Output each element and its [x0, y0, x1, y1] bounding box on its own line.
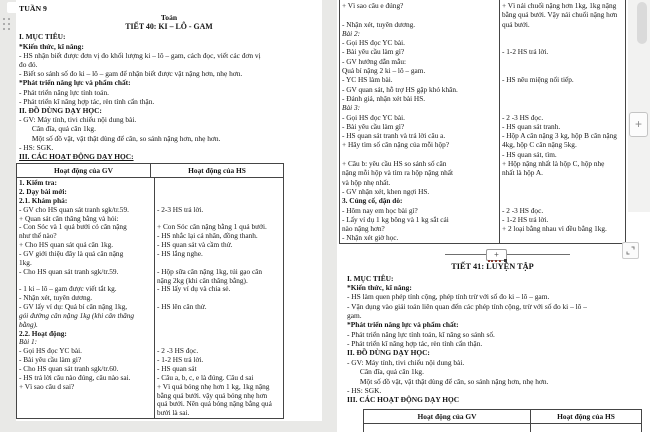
text-line	[502, 57, 623, 66]
gv-activities-column-continued	[340, 0, 500, 243]
text-line: - 2 -3 HS đọc.	[157, 347, 199, 356]
text-line: - Cho HS quan sát tranh sgk/tr.60.	[19, 364, 119, 373]
text-line	[19, 277, 152, 286]
text-line: - Hộp A cân nặng 3 kg, hộp B cân nặng	[502, 131, 617, 141]
text-line	[157, 312, 281, 321]
anchor-marks	[488, 260, 501, 262]
text-line	[157, 197, 281, 206]
text-line: - Lấy ví dụ 1 kg bông và 1 kg sắt cái	[342, 214, 449, 224]
document-page-1	[16, 0, 322, 421]
scrollbar-thumb[interactable]	[637, 2, 647, 44]
text-line: 2.1. Khám phá:	[19, 196, 68, 205]
text-line: - Hôm nay em học bài gì?	[342, 205, 418, 215]
text-line: - Phát triển năng lực tính toán.	[19, 87, 110, 97]
text-line	[157, 338, 281, 347]
text-line: + Hãy tìm số cân nặng của mỗi hộp?	[342, 140, 450, 150]
text-line: Một số đồ vật, vật thật dùng để cân, so sánh nặng hơn, nhẹ hơn.	[19, 133, 221, 143]
lesson-41-title: TIẾT 41: LUYỆN TẬP	[451, 261, 534, 271]
text-line: - GV: Máy tính, tivi chiếu nội dung bài.	[347, 357, 465, 367]
gv-column-header: Hoạt động của GV	[17, 164, 151, 177]
text-line: nặng 2kg (khi cân thăng bằng).	[157, 276, 248, 285]
text-line: - HS lấy ví dụ và chia sẻ.	[157, 285, 231, 294]
text-line: - Gọi HS đọc YC bài.	[342, 112, 405, 122]
text-line	[502, 233, 623, 242]
text-line: - 2-3 HS trả lời.	[157, 205, 204, 214]
document-page-2	[337, 0, 650, 432]
text-line: 1. Kiểm tra:	[19, 179, 57, 188]
text-line: I. MỤC TIÊU:	[347, 273, 394, 283]
text-line	[19, 392, 152, 401]
text-line: - Câu a, b, c, e là đúng. Câu d sai	[157, 373, 254, 382]
text-line: - 1 ki – lô – gam được viết tắt kg.	[19, 285, 117, 294]
divider-line	[445, 254, 570, 255]
text-line: + Con Sóc cân nặng bằng 1 quả bưởi.	[157, 223, 267, 232]
text-line: - 2 -3 HS đọc.	[502, 112, 544, 122]
text-line: 1kg.	[19, 258, 32, 267]
text-line: Cân đĩa, quả cân 1kg.	[19, 124, 96, 134]
text-line: - GV: Máy tính, tivi chiếu nội dung bài.	[19, 115, 137, 125]
text-line: Bài 2:	[342, 28, 361, 38]
text-line: - HS trả lời câu nào đúng, câu nào sai.	[19, 373, 131, 382]
text-line: 2.2. Hoạt động:	[19, 329, 67, 338]
gv-activities-column	[17, 178, 155, 418]
fullscreen-button[interactable]	[622, 242, 639, 259]
text-line: - GV lấy ví dụ: Quả bí cân nặng 1kg,	[19, 303, 128, 312]
text-line	[502, 94, 623, 103]
text-line	[157, 188, 281, 197]
text-line: như thế nào?	[19, 232, 57, 241]
text-line: - Bài yêu cầu làm gì?	[342, 47, 405, 57]
text-line	[342, 150, 497, 159]
text-line: - 1-2 HS trả lời.	[502, 214, 549, 224]
text-line: - Đánh giá, nhận xét bài HS.	[342, 93, 426, 103]
text-line: gói đường cân nặng 1kg (khi cân thăng	[19, 311, 135, 320]
text-line: - YC HS làm bài.	[342, 75, 393, 85]
text-line: + Cho HS quan sát quả cân 1kg.	[19, 241, 114, 250]
text-line: - GV giới thiệu đây là quả cân nặng	[19, 250, 124, 258]
text-line: - Nhận xét, tuyên dương.	[342, 19, 416, 29]
text-line	[157, 179, 281, 188]
text-line: Cân đĩa, quả cân 1kg.	[347, 367, 424, 377]
text-line: - HS quan sát tranh.	[502, 121, 561, 131]
text-line: 3. Củng cố, dặn dò:	[342, 196, 403, 206]
text-line: - HS lên cân thử.	[157, 303, 207, 312]
text-line: - HS: SGK.	[347, 385, 382, 395]
text-line: - Nhận xét giờ học.	[342, 233, 399, 243]
text-line: quả bưởi.	[502, 19, 530, 29]
text-line: - Con Sóc và 1 quả bưởi có cân nặng	[19, 223, 127, 232]
text-line	[502, 38, 623, 47]
text-line: + Quan sát cân thăng bằng và hỏi:	[19, 214, 119, 223]
text-line: - Nhận xét, tuyên dương.	[19, 294, 93, 303]
text-line: *Phát triển năng lực và phẩm chất:	[347, 320, 459, 330]
text-line: - Gọi HS đọc YC bài.	[342, 38, 405, 48]
gv-activities-column-2	[364, 424, 531, 432]
text-line: nào nặng hơn?	[342, 224, 385, 234]
activities-table-2-header	[364, 410, 641, 424]
text-line: 4kg, hộp C cân nặng 5kg.	[502, 140, 577, 150]
scrollbar-track[interactable]	[628, 0, 650, 212]
text-line: - HS quan sát tranh và trả lời câu a.	[342, 131, 446, 141]
hs-activities-column-continued	[500, 0, 625, 243]
text-line: - Bài yêu cầu làm gì?	[342, 121, 405, 131]
text-line	[502, 66, 623, 75]
text-line: quả bưởi. Nên quả bóng nặng bằng quả	[157, 400, 272, 409]
text-line: + Vì quả bóng nhẹ hơn 1 kg, 1kg nặng	[157, 382, 270, 391]
subject-heading: Toán	[160, 13, 178, 22]
text-line	[157, 259, 281, 268]
week-label: TUẦN 9	[19, 4, 47, 13]
text-line	[157, 330, 281, 339]
text-line	[502, 196, 623, 205]
text-line: - HS: SGK.	[19, 142, 54, 152]
text-line: - HS nhắc lại cá nhân, đồng thanh.	[157, 232, 258, 241]
text-line: *Phát triển năng lực và phẩm chất:	[19, 78, 131, 88]
text-line: - 1-2 HS trả lời.	[157, 356, 204, 365]
lesson-40-title: TIẾT 40: KI – LÔ - GAM	[125, 22, 213, 32]
text-line: Bài 1:	[19, 338, 38, 347]
text-line: - Bài yêu cầu làm gì?	[19, 356, 82, 365]
text-line: - HS quan sát, tìm.	[502, 149, 557, 159]
text-line: *Kiến thức, kĩ năng:	[347, 283, 412, 293]
text-line	[157, 321, 281, 330]
text-line: bằng quả bưởi. vậy quả bóng nhẹ hơn	[157, 391, 268, 400]
hs-activities-column	[155, 178, 283, 418]
text-line: - Phát triển kĩ năng hợp tác, rèn tính cẩn thận.	[347, 339, 483, 349]
lesson-41-section	[337, 262, 650, 405]
text-line: II. ĐỒ DÙNG DẠY HỌC:	[19, 106, 102, 116]
drag-handle-icon[interactable]	[2, 17, 11, 31]
activities-table-lesson-41	[363, 409, 642, 432]
expand-section-button[interactable]: +	[486, 249, 507, 261]
text-line: - GV quan sát, hỗ trợ HS gặp khó khăn.	[342, 84, 458, 94]
text-line: I. MỤC TIÊU:	[19, 32, 66, 42]
text-line: 2. Dạy bài mới:	[19, 188, 67, 197]
text-line: *Kiến thức, kĩ năng:	[19, 41, 84, 51]
text-line: + Vì sao câu d sai?	[19, 382, 75, 391]
hs-column-header: Hoạt động của HS	[188, 166, 246, 176]
activities-table-continued	[339, 0, 626, 244]
zoom-in-button[interactable]: +	[629, 112, 648, 137]
text-line: gam.	[347, 311, 362, 321]
text-line: - HS nhận biết được đơn vị đo khối lượng ki – lô – gam, cách đọc, viết các đơn vị	[19, 50, 261, 60]
text-line: - HS làm quen phép tính cộng, phép tính trừ với số đo ki – lô – gam.	[347, 292, 550, 302]
text-line: - Hộp sữa cân nặng 1kg, túi gạo cân	[157, 267, 263, 276]
text-line: II. ĐỒ DÙNG DẠY HỌC:	[347, 348, 430, 358]
text-line: - GV nhận xét, khen ngợi HS.	[342, 186, 430, 196]
text-line: - 1-2 HS trả lời.	[502, 47, 549, 57]
text-line	[502, 187, 623, 196]
fullscreen-icon	[626, 246, 635, 255]
activities-table-lesson-40	[16, 163, 284, 419]
text-line: - GV cho HS quan sát tranh sgk/tr.59.	[19, 205, 129, 214]
text-line: Quả bí nặng 2 ki – lô – gam.	[342, 66, 426, 76]
text-line: và hộp nhẹ nhất.	[342, 177, 391, 187]
text-line: bằng quả bưởi. Vậy nải chuối nặng hơn	[502, 10, 618, 20]
text-line: - GV hướng dẫn mẫu:	[342, 56, 407, 66]
text-line	[502, 178, 623, 187]
text-line: bưởi là sai.	[157, 409, 190, 418]
text-line: đo đó.	[19, 60, 38, 70]
anchor-square	[504, 259, 507, 262]
text-line: bằng).	[19, 320, 38, 329]
lesson-40-intro	[16, 31, 322, 161]
text-line	[19, 409, 152, 418]
text-line	[157, 215, 281, 224]
text-line	[502, 85, 623, 94]
text-line: - 2 -3 HS đọc.	[502, 205, 544, 215]
text-line: - HS quan sát	[157, 364, 197, 373]
text-line	[502, 29, 623, 38]
text-line: Một số đồ vật, vật thật dùng để cân, so sánh nặng hơn, nhẹ hơn.	[347, 376, 549, 386]
lesson-41-intro	[347, 274, 624, 405]
text-line: - Phát triển năng lực tính toán, kĩ năng so sánh số.	[347, 329, 495, 339]
text-line: + Vì nải chuối nặng hơn 1kg, 1kg nặng	[502, 1, 617, 10]
text-line	[157, 294, 281, 303]
text-line: + Vì sao câu e đúng?	[342, 1, 404, 10]
text-line: - Phát triển kĩ năng hợp tác, rèn tính cẩn thận.	[19, 96, 155, 106]
text-line	[502, 103, 623, 112]
text-line: + 2 loại bằng nhau vì đều bằng 1kg.	[502, 224, 607, 234]
text-line: III. CÁC HOẠT ĐỘNG DẠY HỌC	[347, 395, 460, 405]
hs-column-header-2: Hoạt động của HS	[557, 411, 615, 421]
text-line: - Cho HS quan sát tranh sgk/tr.59.	[19, 267, 119, 276]
hs-activities-column-2	[531, 424, 641, 432]
section-divider	[337, 248, 650, 261]
text-line: - Biết so sánh số đo ki – lô – gam để nhận biết được vật nặng hơn, nhẹ hơn.	[19, 69, 243, 79]
text-line: nhất là hộp A.	[502, 168, 543, 178]
text-line: - Gọi HS đọc YC bài.	[19, 347, 82, 356]
gv-column-header-2: Hoạt động của GV	[364, 410, 531, 423]
text-line: + Hộp nặng nhất là hộp C, hộp nhẹ	[502, 159, 605, 169]
text-line	[342, 10, 497, 19]
text-line: - Vận dụng vào giải toán liên quan đến các phép tính cộng, trừ với số đo ki – lô –	[347, 301, 587, 311]
text-line: - HS lắng nghe.	[157, 250, 203, 258]
activities-table-header	[17, 164, 283, 178]
text-line: + Câu b: yêu cầu HS so sánh số cân	[342, 159, 447, 169]
text-line: nặng mỗi hộp và tìm ra hộp nặng nhất	[342, 168, 454, 178]
text-line: III. CÁC HOẠT ĐỘNG DẠY HỌC:	[19, 152, 134, 162]
text-line: - HS nêu miệng nối tiếp.	[502, 75, 574, 85]
text-line: Bài 3:	[342, 103, 361, 113]
text-line	[19, 400, 152, 409]
text-line: - HS quan sát và cầm thử.	[157, 241, 233, 250]
